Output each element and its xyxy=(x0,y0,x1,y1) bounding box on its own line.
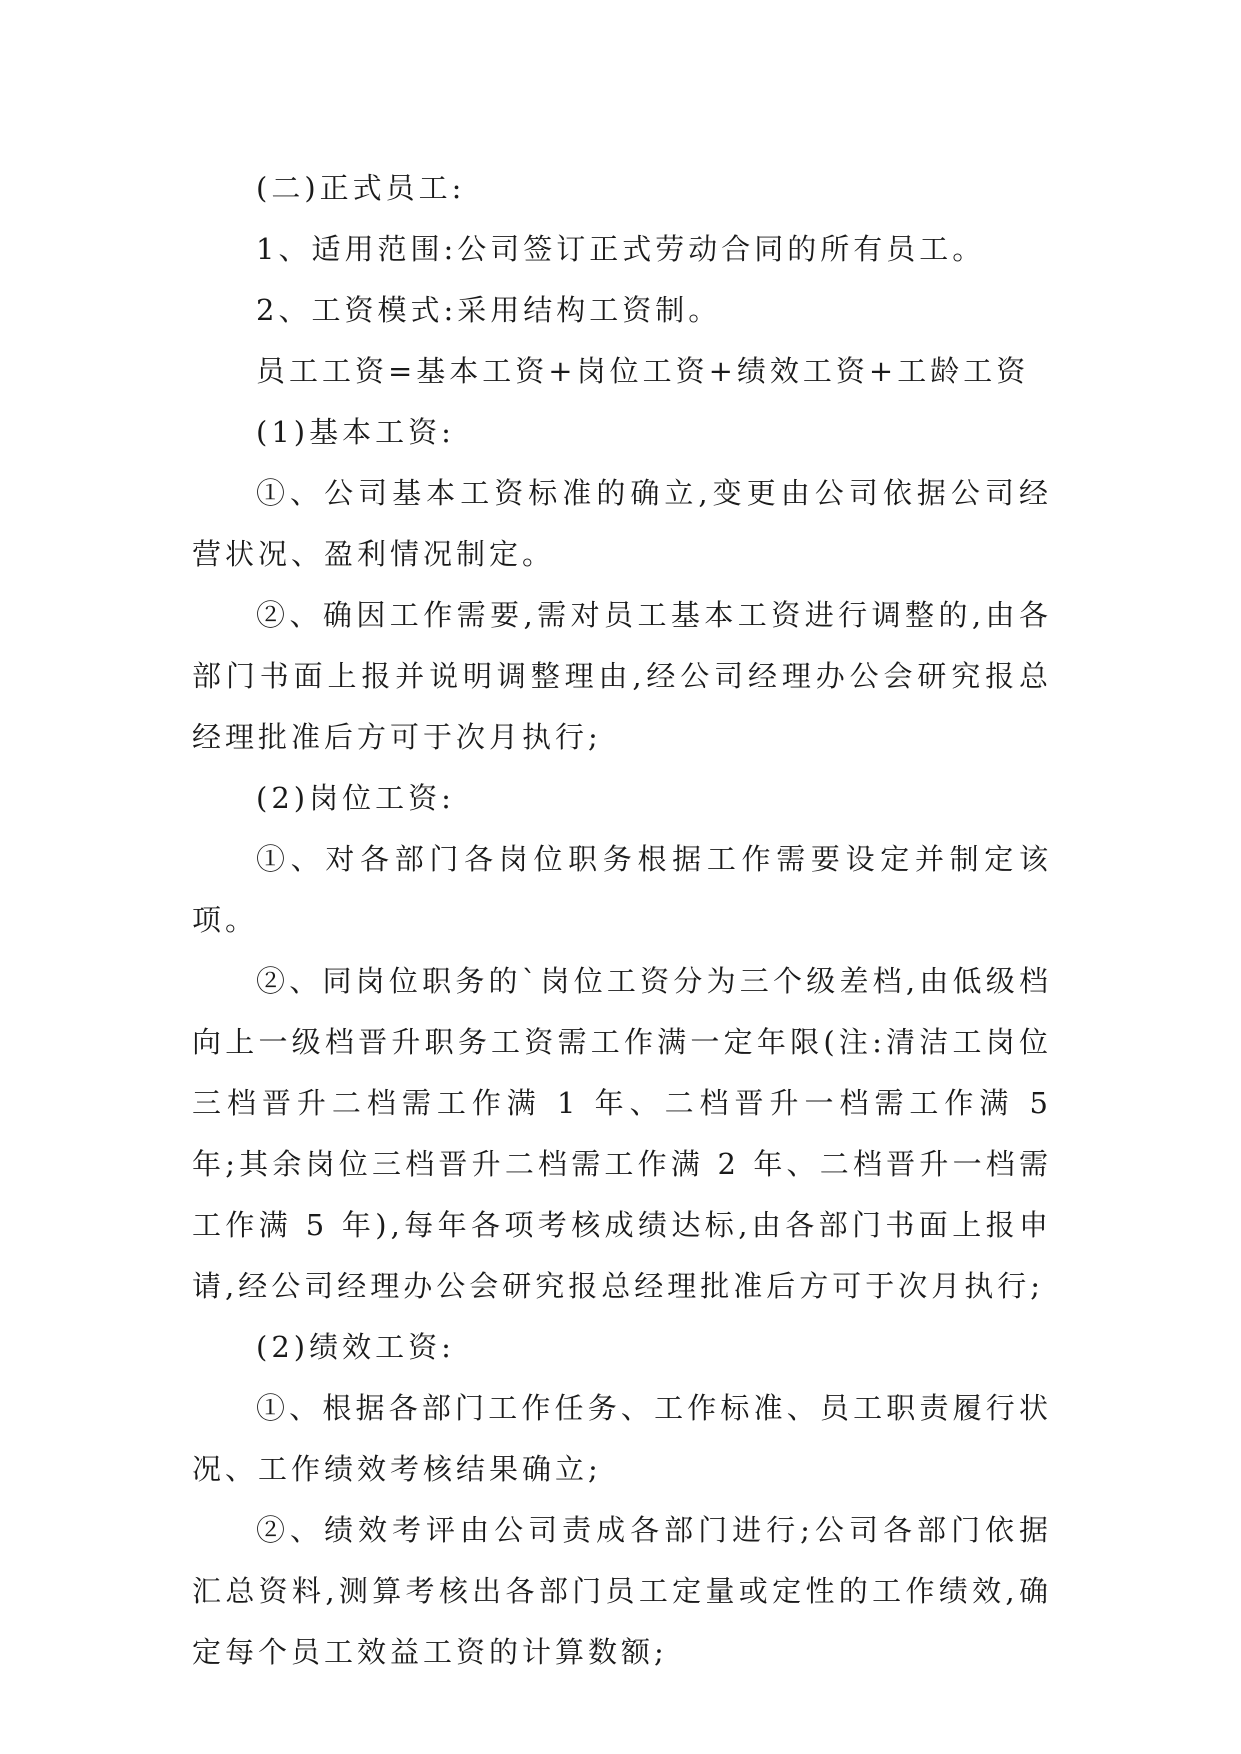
subheading-base-salary: (1)基本工资: xyxy=(256,415,455,449)
paragraph-position-salary-2: ②、同岗位职务的`岗位工资分为三个级差档,由低级档向上一级档晋升职务工资需工作满一定年限(注:清洁工岗位三档晋升二档需工作满 1 年、二档晋升一档需工作满 5 年;其余岗位三档晋升二档需工作满 2 年、二档晋升一档需工作满 5 年),每年各项考核成绩达标,由各部门书面上报申请,经公司经理办公会研究报总经理批准后方可于次月执行; xyxy=(192,964,1052,1303)
paragraph-performance-salary-1: ①、根据各部门工作任务、工作标准、员工职责履行状况、工作绩效考核结果确立; xyxy=(192,1391,1052,1486)
section-heading-regular-employees: (二)正式员工: xyxy=(256,171,466,205)
subheading-performance-salary: (2)绩效工资: xyxy=(256,1330,455,1364)
paragraph-salary-formula: 员工工资=基本工资+岗位工资+绩效工资+工龄工资 xyxy=(256,354,1030,388)
paragraph-scope: 1、适用范围:公司签订正式劳动合同的所有员工。 xyxy=(256,232,986,266)
subheading-position-salary: (2)岗位工资: xyxy=(256,781,455,815)
document-body xyxy=(192,158,1052,1683)
paragraph-performance-salary-2: ②、绩效考评由公司责成各部门进行;公司各部门依据汇总资料,测算考核出各部门员工定量或定性的工作绩效,确定每个员工效益工资的计算数额; xyxy=(192,1513,1052,1669)
paragraph-base-salary-1: ①、公司基本工资标准的确立,变更由公司依据公司经营状况、盈利情况制定。 xyxy=(192,476,1052,571)
paragraph-salary-mode: 2、工资模式:采用结构工资制。 xyxy=(256,293,722,327)
paragraph-position-salary-1: ①、对各部门各岗位职务根据工作需要设定并制定该项。 xyxy=(192,842,1052,937)
paragraph-base-salary-2: ②、确因工作需要,需对员工基本工资进行调整的,由各部门书面上报并说明调整理由,经公司经理办公会研究报总经理批准后方可于次月执行; xyxy=(192,598,1052,754)
